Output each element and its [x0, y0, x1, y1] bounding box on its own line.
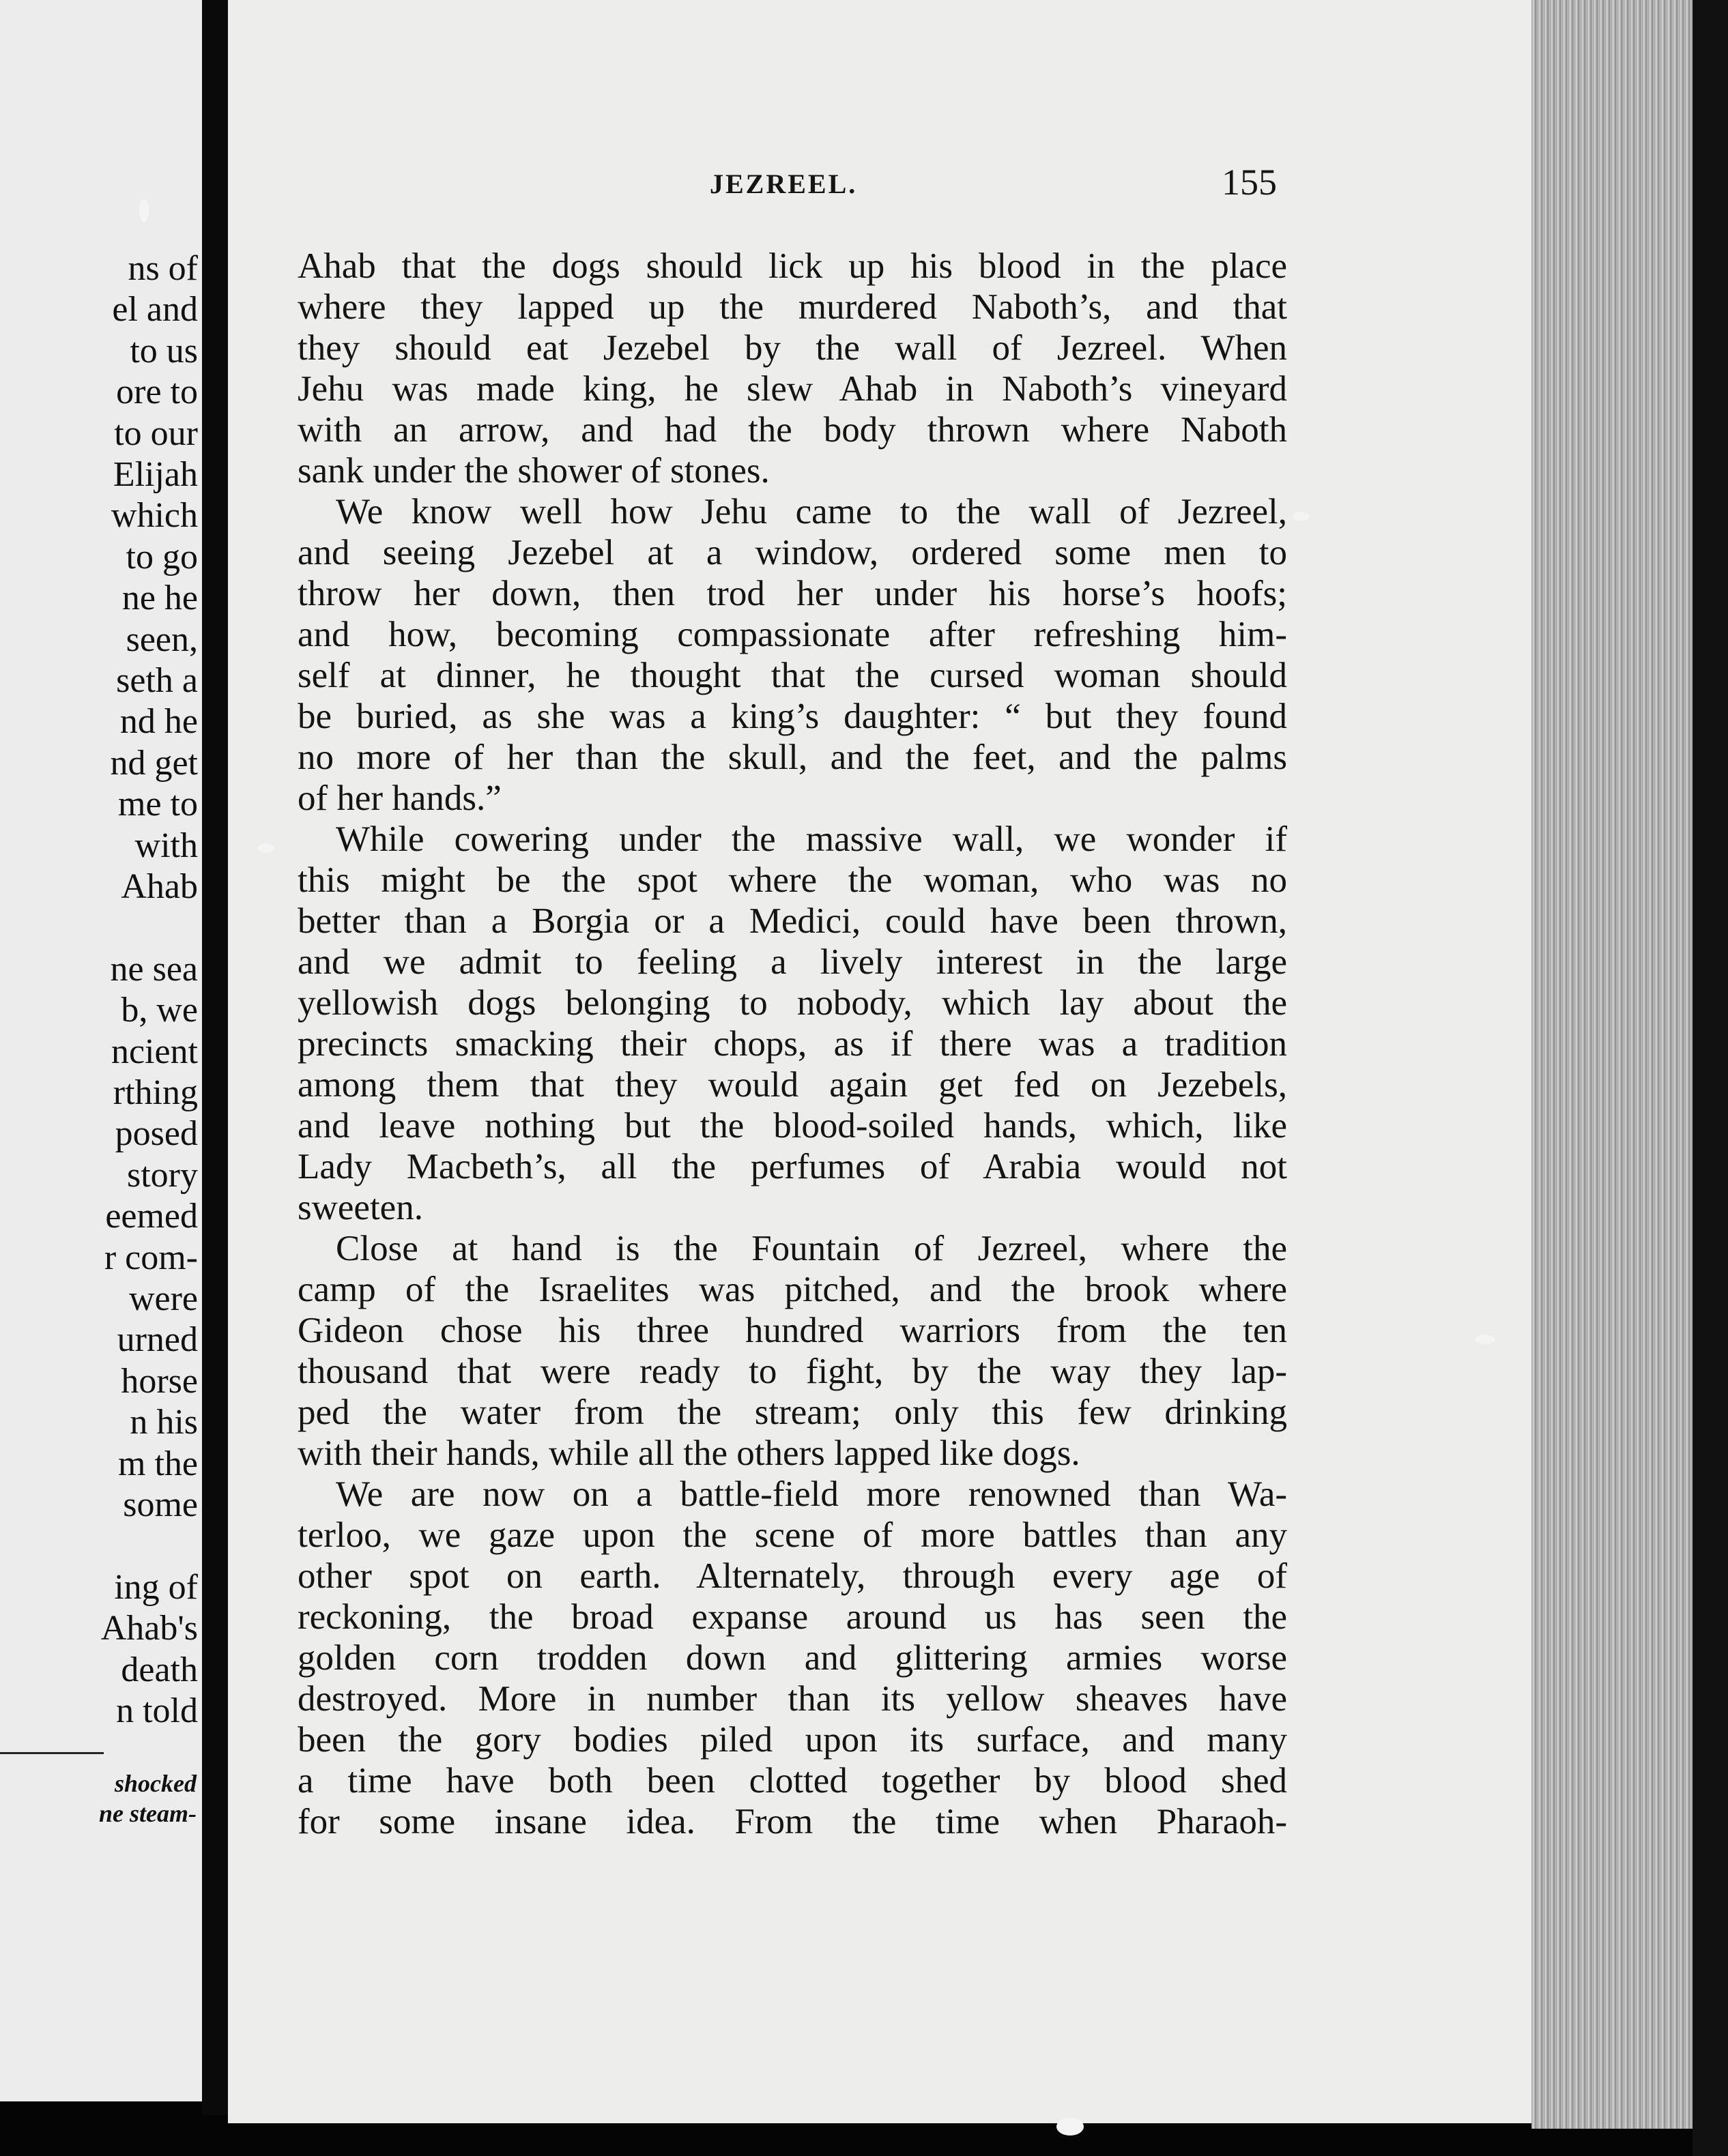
- page-number: 155: [1222, 162, 1277, 203]
- text-line: of her hands.”: [298, 778, 502, 818]
- scan-speck: [139, 199, 149, 222]
- text-line: precincts smacking their chops, as if there was a tradition: [298, 1024, 1287, 1064]
- previous-page-line: story: [127, 1155, 198, 1195]
- text-line: a time have both been clotted together by blood shed: [298, 1761, 1287, 1801]
- previous-page-line: me to: [118, 785, 198, 824]
- previous-page-line: ns of: [128, 249, 198, 288]
- text-line: thousand that were ready to fight, by the way they lap-: [298, 1352, 1287, 1391]
- previous-page-line: el and: [112, 290, 198, 330]
- text-line: destroyed. More in number than its yellow sheaves have: [298, 1679, 1287, 1719]
- previous-page-line: ncient: [111, 1032, 198, 1071]
- previous-page-line: b, we: [121, 991, 198, 1030]
- text-line: self at dinner, he thought that the cursed woman should: [298, 656, 1287, 695]
- text-line: no more of her than the skull, and the feet, and the palms: [298, 738, 1287, 777]
- page-edges: [1531, 0, 1693, 2129]
- text-line: where they lapped up the murdered Naboth’s, and that: [298, 287, 1287, 327]
- previous-page-line: urned: [117, 1320, 198, 1360]
- previous-page-line: which: [111, 496, 198, 536]
- previous-page-line: Ahab's: [100, 1609, 198, 1648]
- scan-speck: [258, 843, 274, 853]
- text-line: with their hands, while all the others lapped like dogs.: [298, 1433, 1080, 1473]
- text-line: While cowering under the massive wall, we wonder if: [336, 819, 1287, 859]
- previous-page-line: some: [123, 1485, 198, 1524]
- text-line: We are now on a battle-field more renowned than Wa-: [336, 1474, 1287, 1514]
- scan-speck: [1475, 1335, 1495, 1344]
- text-line: with an arrow, and had the body thrown where Naboth: [298, 410, 1287, 450]
- previous-page-footnote-line: shocked: [115, 1770, 197, 1797]
- previous-page-line: to go: [126, 537, 198, 577]
- text-line: sweeten.: [298, 1188, 423, 1227]
- text-line: better than a Borgia or a Medici, could have been thrown,: [298, 901, 1287, 941]
- previous-page-line: eemed: [105, 1197, 198, 1236]
- text-line: other spot on earth. Alternately, through every age of: [298, 1556, 1287, 1596]
- previous-page-line: ing of: [114, 1567, 198, 1607]
- previous-page-line: m the: [118, 1444, 198, 1483]
- text-line: reckoning, the broad expanse around us has seen the: [298, 1597, 1287, 1637]
- previous-page-line: rthing: [113, 1073, 198, 1112]
- text-line: and how, becoming compassionate after refreshing him-: [298, 615, 1287, 654]
- text-line: Ahab that the dogs should lick up his blood in the place: [298, 246, 1287, 286]
- text-line: Jehu was made king, he slew Ahab in Naboth’s vineyard: [298, 369, 1287, 409]
- book-gutter: [202, 0, 228, 2115]
- text-line: and we admit to feeling a lively interest in the large: [298, 942, 1287, 982]
- text-line: sank under the shower of stones.: [298, 451, 770, 491]
- previous-page-footnote-line: ne steam-: [99, 1800, 197, 1827]
- text-line: and seeing Jezebel at a window, ordered some men to: [298, 533, 1287, 572]
- text-line: We know well how Jehu came to the wall of Jezreel,: [336, 492, 1287, 531]
- text-line: among them that they would again get fed on Jezebels,: [298, 1065, 1287, 1105]
- text-line: throw her down, then trod her under his horse’s hoofs;: [298, 574, 1287, 613]
- previous-page-line: were: [128, 1279, 198, 1318]
- text-line: yellowish dogs belonging to nobody, which lay about the: [298, 983, 1287, 1023]
- previous-page-line: nd he: [119, 702, 198, 742]
- previous-page-line: n told: [116, 1691, 198, 1730]
- text-line: this might be the spot where the woman, who was no: [298, 860, 1287, 900]
- text-line: Close at hand is the Fountain of Jezreel, where the: [336, 1229, 1287, 1268]
- scan-speck: [1293, 512, 1309, 521]
- running-head: JEZREEL.: [710, 169, 858, 199]
- previous-page-line: r com-: [104, 1238, 198, 1277]
- text-line: be buried, as she was a king’s daughter: “ but they found: [298, 697, 1287, 736]
- page-edges-shadow: [1693, 0, 1728, 2156]
- previous-page-line: n his: [130, 1403, 198, 1442]
- previous-page-line: nd get: [110, 743, 198, 783]
- previous-page-fragment: [0, 0, 202, 2101]
- text-line: golden corn trodden down and glittering armies worse: [298, 1638, 1287, 1678]
- previous-page-line: with: [134, 826, 198, 865]
- text-line: they should eat Jezebel by the wall of Jezreel. When: [298, 328, 1287, 368]
- previous-page-line: seen,: [126, 620, 198, 659]
- previous-page-line: to our: [114, 413, 198, 453]
- text-line: terloo, we gaze upon the scene of more battles than any: [298, 1515, 1287, 1555]
- text-line: and leave nothing but the blood-soiled hands, which, like: [298, 1106, 1287, 1146]
- text-line: camp of the Israelites was pitched, and the brook where: [298, 1270, 1287, 1309]
- scan-speck: [1056, 2118, 1084, 2136]
- text-line: for some insane idea. From the time when Pharaoh-: [298, 1802, 1287, 1841]
- body-text: [298, 246, 1287, 1842]
- previous-page-line: posed: [115, 1114, 198, 1154]
- text-line: been the gory bodies piled upon its surface, and many: [298, 1720, 1287, 1760]
- footnote-rule: [0, 1752, 104, 1754]
- previous-page-line: death: [121, 1650, 198, 1689]
- previous-page-line: ore to: [116, 373, 198, 412]
- previous-page-line: horse: [121, 1361, 198, 1401]
- text-line: Gideon chose his three hundred warriors from the ten: [298, 1311, 1287, 1350]
- previous-page-line: Ahab: [121, 867, 198, 906]
- previous-page-line: to us: [130, 331, 198, 370]
- previous-page-line: ne he: [121, 579, 198, 618]
- previous-page-line: seth a: [116, 661, 198, 700]
- text-line: ped the water from the stream; only this few drinking: [298, 1393, 1287, 1432]
- text-line: Lady Macbeth’s, all the perfumes of Arabia would not: [298, 1147, 1287, 1186]
- previous-page-line: ne sea: [110, 949, 198, 989]
- previous-page-line: Elijah: [113, 455, 198, 494]
